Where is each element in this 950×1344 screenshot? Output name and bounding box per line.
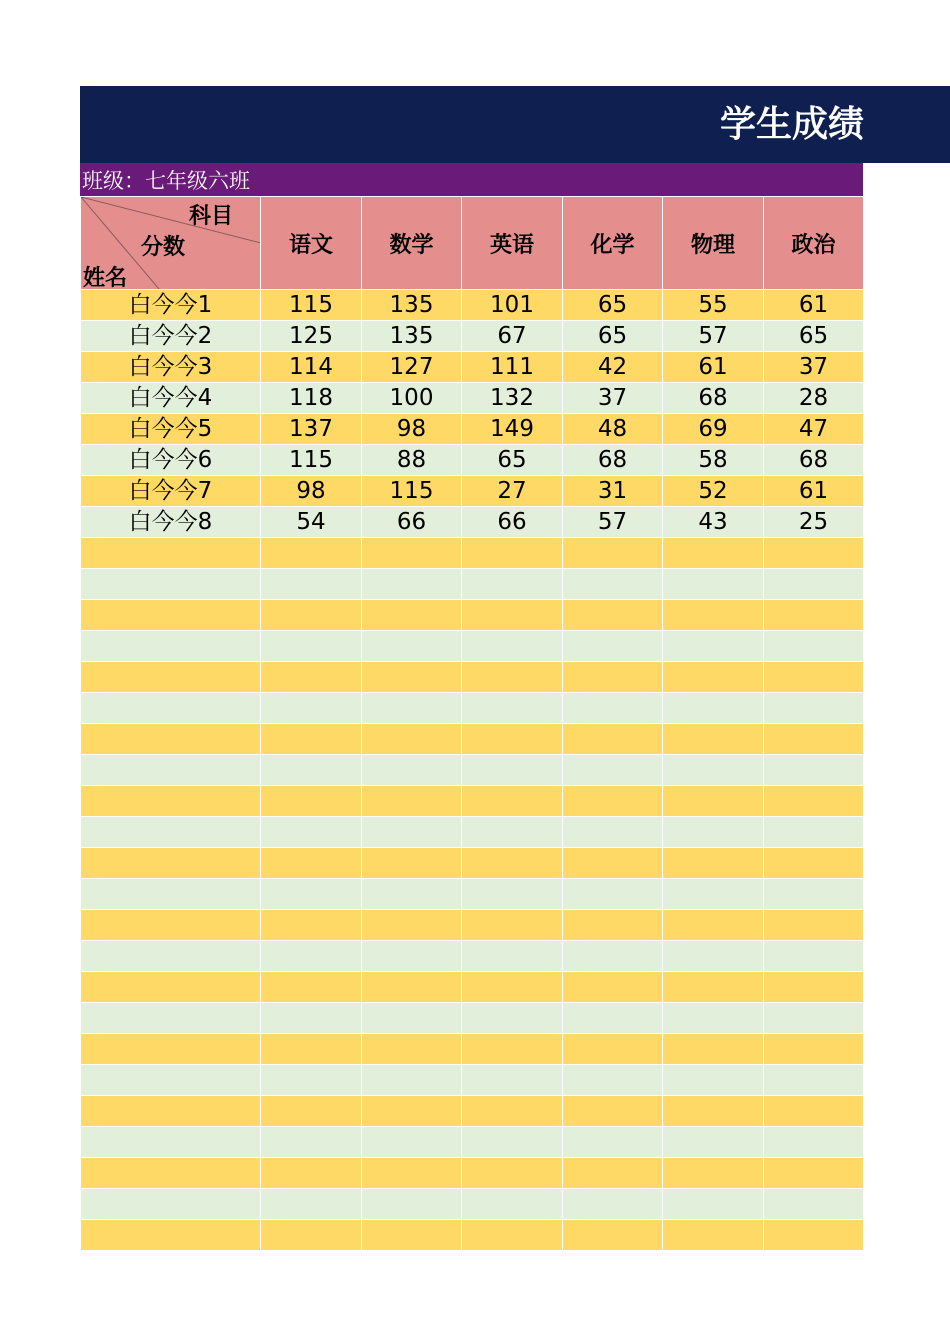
empty-cell[interactable] (362, 631, 462, 662)
empty-cell[interactable] (462, 1158, 563, 1189)
empty-cell[interactable] (764, 1096, 864, 1127)
score-cell[interactable]: 25 (764, 507, 864, 538)
empty-cell[interactable] (462, 910, 563, 941)
empty-cell[interactable] (362, 1034, 462, 1065)
empty-cell[interactable] (663, 848, 764, 879)
score-cell[interactable]: 48 (563, 414, 663, 445)
student-row (81, 290, 864, 321)
score-cell[interactable]: 115 (261, 445, 362, 476)
subject-header-cell[interactable]: 物理 (663, 197, 764, 290)
score-cell[interactable]: 61 (663, 352, 764, 383)
empty-cell[interactable] (663, 569, 764, 600)
subject-header-cell[interactable]: 化学 (563, 197, 663, 290)
student-row (81, 321, 864, 352)
score-cell[interactable]: 127 (362, 352, 462, 383)
empty-cell[interactable] (81, 755, 261, 786)
empty-cell[interactable] (663, 941, 764, 972)
empty-cell[interactable] (261, 1158, 362, 1189)
empty-cell[interactable] (764, 941, 864, 972)
score-cell[interactable]: 66 (362, 507, 462, 538)
empty-cell[interactable] (663, 724, 764, 755)
score-cell[interactable]: 67 (462, 321, 563, 352)
empty-cell[interactable] (563, 910, 663, 941)
empty-cell[interactable] (462, 1127, 563, 1158)
score-cell[interactable]: 31 (563, 476, 663, 507)
score-cell[interactable]: 66 (462, 507, 563, 538)
empty-row (81, 538, 864, 569)
empty-cell[interactable] (462, 1003, 563, 1034)
empty-cell[interactable] (81, 910, 261, 941)
empty-cell[interactable] (563, 755, 663, 786)
empty-row (81, 941, 864, 972)
empty-row (81, 1065, 864, 1096)
score-cell[interactable]: 118 (261, 383, 362, 414)
empty-cell[interactable] (563, 1220, 663, 1251)
empty-cell[interactable] (764, 1158, 864, 1189)
empty-cell[interactable] (362, 693, 462, 724)
empty-cell[interactable] (81, 786, 261, 817)
empty-cell[interactable] (81, 1158, 261, 1189)
empty-cell[interactable] (261, 1096, 362, 1127)
score-cell[interactable]: 68 (663, 383, 764, 414)
score-cell[interactable]: 43 (663, 507, 764, 538)
empty-cell[interactable] (764, 848, 864, 879)
empty-cell[interactable] (261, 1220, 362, 1251)
empty-cell[interactable] (462, 724, 563, 755)
empty-cell[interactable] (362, 1158, 462, 1189)
score-cell[interactable]: 149 (462, 414, 563, 445)
empty-cell[interactable] (362, 848, 462, 879)
student-name-cell[interactable]: 白今今3 (81, 352, 261, 383)
empty-cell[interactable] (462, 972, 563, 1003)
empty-cell[interactable] (261, 724, 362, 755)
empty-cell[interactable] (261, 879, 362, 910)
score-cell[interactable]: 65 (563, 290, 663, 321)
empty-row (81, 1096, 864, 1127)
empty-cell[interactable] (81, 1189, 261, 1220)
score-cell[interactable]: 137 (261, 414, 362, 445)
empty-cell[interactable] (563, 693, 663, 724)
empty-cell[interactable] (261, 1003, 362, 1034)
empty-cell[interactable] (462, 693, 563, 724)
score-cell[interactable]: 115 (362, 476, 462, 507)
empty-cell[interactable] (261, 662, 362, 693)
empty-cell[interactable] (81, 569, 261, 600)
empty-cell[interactable] (261, 693, 362, 724)
empty-row (81, 1220, 864, 1251)
student-name-cell[interactable]: 白今今2 (81, 321, 261, 352)
sheet-title: 学生成绩 (720, 104, 865, 145)
empty-row (81, 879, 864, 910)
empty-cell[interactable] (462, 631, 563, 662)
empty-cell[interactable] (81, 972, 261, 1003)
empty-cell[interactable] (362, 972, 462, 1003)
class-label: 班级：七年级六班 (80, 163, 863, 196)
empty-cell[interactable] (764, 817, 864, 848)
score-cell[interactable]: 28 (764, 383, 864, 414)
empty-cell[interactable] (663, 755, 764, 786)
score-cell[interactable]: 100 (362, 383, 462, 414)
empty-cell[interactable] (563, 1096, 663, 1127)
score-cell[interactable]: 47 (764, 414, 864, 445)
empty-cell[interactable] (764, 1034, 864, 1065)
score-cell[interactable]: 61 (764, 476, 864, 507)
score-cell[interactable]: 65 (462, 445, 563, 476)
score-cell[interactable]: 52 (663, 476, 764, 507)
empty-row (81, 600, 864, 631)
score-cell[interactable]: 54 (261, 507, 362, 538)
empty-cell[interactable] (563, 1034, 663, 1065)
empty-cell[interactable] (764, 600, 864, 631)
empty-row (81, 1127, 864, 1158)
empty-cell[interactable] (261, 600, 362, 631)
empty-cell[interactable] (764, 910, 864, 941)
student-name-cell[interactable]: 白今今7 (81, 476, 261, 507)
empty-cell[interactable] (462, 879, 563, 910)
score-cell[interactable]: 37 (764, 352, 864, 383)
empty-cell[interactable] (261, 817, 362, 848)
student-name-cell[interactable]: 白今今5 (81, 414, 261, 445)
score-cell[interactable]: 65 (764, 321, 864, 352)
empty-cell[interactable] (261, 786, 362, 817)
empty-row (81, 662, 864, 693)
score-cell[interactable]: 37 (563, 383, 663, 414)
empty-cell[interactable] (663, 538, 764, 569)
empty-cell[interactable] (261, 910, 362, 941)
empty-row (81, 693, 864, 724)
empty-cell[interactable] (764, 1220, 864, 1251)
empty-cell[interactable] (563, 1158, 663, 1189)
empty-cell[interactable] (362, 662, 462, 693)
student-row (81, 352, 864, 383)
corner-name-label: 姓名 (83, 266, 128, 290)
empty-cell[interactable] (764, 1189, 864, 1220)
title-bar (80, 86, 950, 163)
empty-cell[interactable] (81, 1034, 261, 1065)
empty-cell[interactable] (462, 569, 563, 600)
empty-cell[interactable] (81, 662, 261, 693)
empty-cell[interactable] (663, 631, 764, 662)
score-cell[interactable]: 101 (462, 290, 563, 321)
score-cell[interactable]: 57 (663, 321, 764, 352)
score-cell[interactable]: 42 (563, 352, 663, 383)
empty-cell[interactable] (81, 817, 261, 848)
empty-cell[interactable] (764, 538, 864, 569)
empty-cell[interactable] (81, 538, 261, 569)
score-cell[interactable]: 88 (362, 445, 462, 476)
empty-cell[interactable] (362, 941, 462, 972)
empty-cell[interactable] (81, 1096, 261, 1127)
empty-cell[interactable] (462, 1220, 563, 1251)
score-cell[interactable]: 57 (563, 507, 663, 538)
empty-cell[interactable] (764, 879, 864, 910)
subject-header-cell[interactable]: 语文 (261, 197, 362, 290)
empty-cell[interactable] (362, 817, 462, 848)
student-name-cell[interactable]: 白今今4 (81, 383, 261, 414)
empty-cell[interactable] (362, 910, 462, 941)
student-name-cell[interactable]: 白今今6 (81, 445, 261, 476)
empty-row (81, 1158, 864, 1189)
subject-header-cell[interactable]: 数学 (362, 197, 462, 290)
empty-cell[interactable] (261, 631, 362, 662)
empty-row (81, 631, 864, 662)
empty-cell[interactable] (563, 662, 663, 693)
empty-cell[interactable] (663, 1127, 764, 1158)
empty-cell[interactable] (663, 786, 764, 817)
score-cell[interactable]: 55 (663, 290, 764, 321)
empty-cell[interactable] (362, 755, 462, 786)
corner-subject-label: 科目 (189, 204, 234, 229)
empty-cell[interactable] (362, 1065, 462, 1096)
score-cell[interactable]: 98 (261, 476, 362, 507)
empty-cell[interactable] (362, 879, 462, 910)
empty-cell[interactable] (663, 600, 764, 631)
corner-header-cell[interactable] (81, 197, 261, 290)
empty-cell[interactable] (261, 1127, 362, 1158)
empty-cell[interactable] (462, 662, 563, 693)
empty-cell[interactable] (663, 972, 764, 1003)
empty-cell[interactable] (81, 879, 261, 910)
empty-row (81, 1034, 864, 1065)
empty-cell[interactable] (563, 600, 663, 631)
empty-cell[interactable] (563, 538, 663, 569)
empty-cell[interactable] (261, 972, 362, 1003)
empty-cell[interactable] (81, 724, 261, 755)
student-name-cell[interactable]: 白今今1 (81, 290, 261, 321)
score-cell[interactable]: 27 (462, 476, 563, 507)
empty-cell[interactable] (81, 693, 261, 724)
student-row (81, 507, 864, 538)
score-cell[interactable]: 115 (261, 290, 362, 321)
empty-cell[interactable] (764, 1003, 864, 1034)
empty-cell[interactable] (764, 724, 864, 755)
empty-cell[interactable] (764, 693, 864, 724)
student-row (81, 414, 864, 445)
student-name-cell[interactable]: 白今今8 (81, 507, 261, 538)
empty-cell[interactable] (563, 724, 663, 755)
empty-cell[interactable] (362, 538, 462, 569)
empty-row (81, 569, 864, 600)
empty-row (81, 910, 864, 941)
empty-cell[interactable] (462, 600, 563, 631)
score-cell[interactable]: 65 (563, 321, 663, 352)
empty-row (81, 1003, 864, 1034)
score-cell[interactable]: 98 (362, 414, 462, 445)
empty-cell[interactable] (563, 1003, 663, 1034)
empty-cell[interactable] (663, 1096, 764, 1127)
empty-cell[interactable] (261, 848, 362, 879)
empty-cell[interactable] (764, 786, 864, 817)
empty-cell[interactable] (81, 600, 261, 631)
empty-cell[interactable] (563, 1127, 663, 1158)
empty-cell[interactable] (663, 1220, 764, 1251)
empty-cell[interactable] (764, 1127, 864, 1158)
empty-cell[interactable] (663, 1158, 764, 1189)
empty-cell[interactable] (462, 848, 563, 879)
empty-cell[interactable] (764, 972, 864, 1003)
empty-cell[interactable] (663, 817, 764, 848)
empty-cell[interactable] (362, 1127, 462, 1158)
empty-cell[interactable] (81, 1065, 261, 1096)
empty-cell[interactable] (764, 631, 864, 662)
empty-cell[interactable] (563, 569, 663, 600)
score-table (80, 196, 864, 1251)
empty-cell[interactable] (362, 1189, 462, 1220)
empty-cell[interactable] (462, 538, 563, 569)
student-row (81, 383, 864, 414)
empty-cell[interactable] (563, 631, 663, 662)
empty-cell[interactable] (261, 538, 362, 569)
score-cell[interactable]: 135 (362, 290, 462, 321)
empty-cell[interactable] (663, 910, 764, 941)
empty-cell[interactable] (362, 600, 462, 631)
empty-cell[interactable] (462, 817, 563, 848)
empty-cell[interactable] (362, 1220, 462, 1251)
score-cell[interactable]: 132 (462, 383, 563, 414)
empty-cell[interactable] (563, 972, 663, 1003)
empty-cell[interactable] (462, 786, 563, 817)
score-cell[interactable]: 61 (764, 290, 864, 321)
student-row (81, 476, 864, 507)
empty-cell[interactable] (362, 569, 462, 600)
score-cell[interactable]: 135 (362, 321, 462, 352)
empty-cell[interactable] (663, 879, 764, 910)
empty-cell[interactable] (81, 1003, 261, 1034)
empty-cell[interactable] (362, 786, 462, 817)
empty-cell[interactable] (462, 1065, 563, 1096)
empty-cell[interactable] (261, 1189, 362, 1220)
score-cell[interactable]: 69 (663, 414, 764, 445)
empty-cell[interactable] (563, 941, 663, 972)
empty-row (81, 724, 864, 755)
score-cell[interactable]: 114 (261, 352, 362, 383)
empty-cell[interactable] (81, 848, 261, 879)
empty-cell[interactable] (663, 1065, 764, 1096)
student-row (81, 445, 864, 476)
empty-cell[interactable] (563, 817, 663, 848)
empty-cell[interactable] (362, 1096, 462, 1127)
empty-cell[interactable] (764, 569, 864, 600)
empty-cell[interactable] (663, 1189, 764, 1220)
empty-cell[interactable] (563, 786, 663, 817)
empty-cell[interactable] (563, 848, 663, 879)
empty-cell[interactable] (764, 1065, 864, 1096)
score-cell[interactable]: 125 (261, 321, 362, 352)
empty-cell[interactable] (764, 755, 864, 786)
empty-cell[interactable] (362, 1003, 462, 1034)
empty-row (81, 817, 864, 848)
header-row (81, 197, 864, 290)
empty-cell[interactable] (563, 879, 663, 910)
empty-row (81, 1189, 864, 1220)
score-cell[interactable]: 68 (764, 445, 864, 476)
empty-row (81, 786, 864, 817)
subject-header-cell[interactable]: 英语 (462, 197, 563, 290)
empty-row (81, 848, 864, 879)
empty-cell[interactable] (462, 1189, 563, 1220)
empty-cell[interactable] (563, 1065, 663, 1096)
empty-cell[interactable] (261, 941, 362, 972)
corner-score-label: 分数 (141, 235, 186, 260)
empty-cell[interactable] (663, 1003, 764, 1034)
empty-cell[interactable] (462, 1096, 563, 1127)
score-cell[interactable]: 111 (462, 352, 563, 383)
empty-row (81, 755, 864, 786)
subject-header-cell[interactable]: 政治 (764, 197, 864, 290)
empty-cell[interactable] (764, 662, 864, 693)
empty-cell[interactable] (462, 1034, 563, 1065)
empty-cell[interactable] (663, 662, 764, 693)
empty-cell[interactable] (261, 1065, 362, 1096)
empty-cell[interactable] (663, 1034, 764, 1065)
empty-cell[interactable] (261, 569, 362, 600)
empty-row (81, 972, 864, 1003)
empty-cell[interactable] (261, 755, 362, 786)
empty-cell[interactable] (81, 631, 261, 662)
score-cell[interactable]: 68 (563, 445, 663, 476)
empty-cell[interactable] (663, 693, 764, 724)
empty-cell[interactable] (362, 724, 462, 755)
empty-cell[interactable] (81, 1220, 261, 1251)
empty-cell[interactable] (462, 755, 563, 786)
empty-cell[interactable] (462, 941, 563, 972)
score-cell[interactable]: 58 (663, 445, 764, 476)
score-table-body (81, 290, 864, 1251)
empty-cell[interactable] (563, 1189, 663, 1220)
empty-cell[interactable] (261, 1034, 362, 1065)
empty-cell[interactable] (81, 941, 261, 972)
empty-cell[interactable] (81, 1127, 261, 1158)
